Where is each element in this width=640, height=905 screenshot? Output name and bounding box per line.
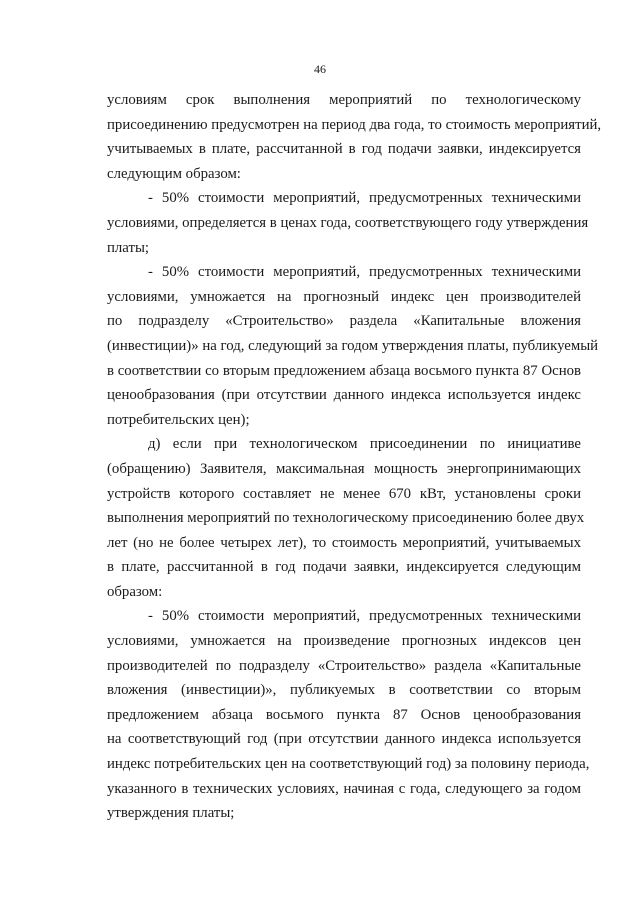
text-line: платы; bbox=[107, 239, 150, 256]
text-line: индекс потребительских цен на соответствующий год) за половину периода, bbox=[107, 756, 590, 773]
text-line: - 50% стоимости мероприятий, предусмотренных техническими bbox=[148, 190, 581, 207]
text-line: (инвестиции)» на год, следующий за годом утверждения платы, публикуемый bbox=[107, 337, 599, 354]
text-line: условиям срок выполнения мероприятий по технологическому bbox=[107, 92, 581, 108]
text-line: условиями, умножается на произведение прогнозных индексов цен bbox=[107, 633, 581, 650]
text-line: - 50% стоимости мероприятий, предусмотренных техническими bbox=[148, 608, 581, 625]
text-line: потребительских цен); bbox=[107, 411, 250, 428]
text-line: учитываемых в плате, рассчитанной в год подачи заявки, индексируется bbox=[107, 141, 581, 158]
text-line: по подразделу «Строительство» раздела «Капитальные вложения bbox=[107, 313, 581, 330]
text-line: указанного в технических условиях, начиная с года, следующего за годом bbox=[107, 780, 581, 797]
text-line: условиями, определяется в ценах года, соответствующего году утверждения bbox=[107, 214, 589, 231]
text-line: - 50% стоимости мероприятий, предусмотренных техническими bbox=[148, 264, 581, 281]
page-number: 46 bbox=[314, 62, 326, 76]
text-line: д) если при технологическом присоединении по инициативе bbox=[148, 436, 581, 453]
text-line: (обращению) Заявителя, максимальная мощность энергопринимающих bbox=[107, 460, 581, 477]
text-line: в соответствии со вторым предложением абзаца восьмого пункта 87 Основ bbox=[107, 362, 581, 379]
text-line: следующим образом: bbox=[107, 165, 241, 182]
text-line: предложением абзаца восьмого пункта 87 Основ ценообразования bbox=[107, 706, 581, 723]
text-line: устройств которого составляет не менее 670 кВт, установлены сроки bbox=[107, 485, 581, 502]
text-line: образом: bbox=[107, 583, 163, 600]
text-line: условиями, умножается на прогнозный индекс цен производителей bbox=[107, 288, 581, 305]
text-line: ценообразования (при отсутствии данного индекса используется индекс bbox=[107, 387, 581, 404]
text-line: присоединению предусмотрен на период два года, то стоимость мероприятий, bbox=[107, 116, 602, 133]
text-line: лет (но не более четырех лет), то стоимость мероприятий, учитываемых bbox=[107, 534, 581, 551]
text-line: производителей по подразделу «Строительство» раздела «Капитальные bbox=[107, 657, 581, 674]
text-line: утверждения платы; bbox=[107, 805, 235, 822]
body-text bbox=[107, 88, 602, 826]
text-line: выполнения мероприятий по технологическому присоединению более двух bbox=[107, 510, 585, 527]
text-line: вложения (инвестиции)», публикуемых в соответствии со вторым bbox=[107, 682, 581, 699]
text-line: на соответствующий год (при отсутствии данного индекса используется bbox=[107, 731, 581, 748]
text-line: в плате, рассчитанной в год подачи заявки, индексируется следующим bbox=[107, 559, 581, 576]
